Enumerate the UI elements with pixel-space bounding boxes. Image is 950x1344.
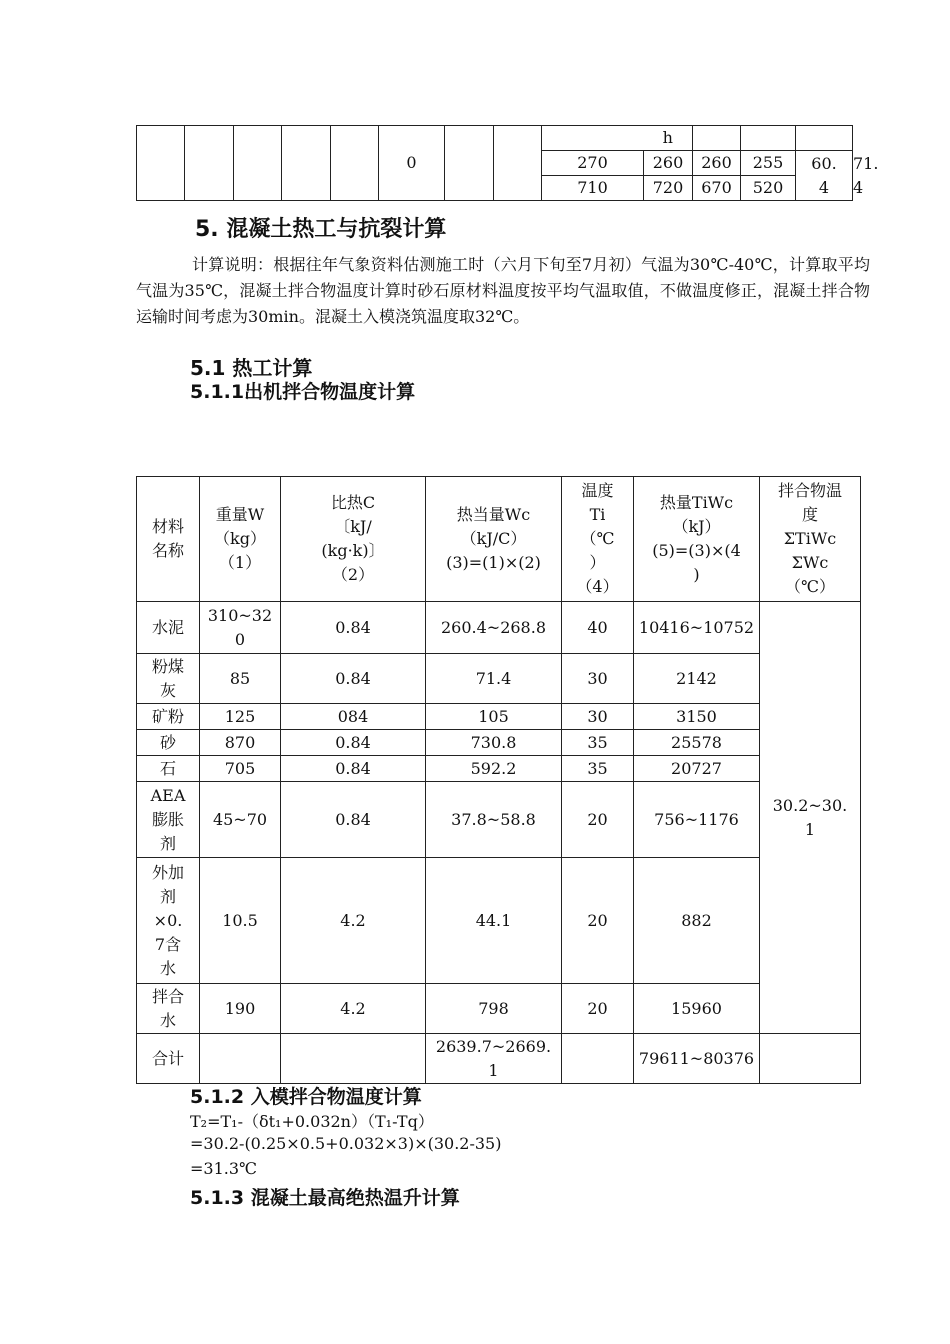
value-cell: 260 — [644, 151, 693, 176]
total-cell — [760, 1034, 861, 1084]
value-cell: 084 — [281, 704, 426, 730]
material-cell: AEA 膨胀 剂 — [137, 782, 200, 858]
value-cell: 10416~10752 — [634, 602, 760, 654]
value-cell: 125 — [200, 704, 281, 730]
total-cell: 79611~80376 — [634, 1034, 760, 1084]
value-cell: 71.4 — [426, 654, 562, 704]
header-cell: 温度 Ti （℃ ） （4） — [562, 477, 634, 602]
value-cell: 20 — [562, 782, 634, 858]
formula-line: =30.2-(0.25×0.5+0.032×3)×(30.2-35) — [190, 1134, 502, 1153]
value-cell: 4.2 — [281, 858, 426, 984]
total-label: 合计 — [137, 1034, 200, 1084]
empty-cell — [185, 126, 234, 201]
total-cell — [200, 1034, 281, 1084]
value-cell: 15960 — [634, 984, 760, 1034]
empty-cell — [445, 126, 494, 201]
h-cell: h — [644, 126, 693, 151]
total-cell: 2639.7~2669. 1 — [426, 1034, 562, 1084]
value-cell: 310~32 0 — [200, 602, 281, 654]
value-cell: 882 — [634, 858, 760, 984]
value-cell: 260.4~268.8 — [426, 602, 562, 654]
value-cell: 37.8~58.8 — [426, 782, 562, 858]
value-cell: 520 — [741, 176, 796, 201]
header-cell: 重量W （kg） （1） — [200, 477, 281, 602]
value-cell: 35 — [562, 756, 634, 782]
value-cell: 255 — [741, 151, 796, 176]
header-cell: 热当量Wc （kJ/C） (3)=(1)×(2) — [426, 477, 562, 602]
material-cell: 矿粉 — [137, 704, 200, 730]
section-5-heading: 5. 混凝土热工与抗裂计算 — [195, 217, 447, 242]
mix-temperature-cell: 30.2~30. 1 — [760, 602, 861, 1034]
formula-line: T₂=T₁-（δt₁+0.032n）（T₁-Tq） — [190, 1112, 434, 1131]
material-cell: 石 — [137, 756, 200, 782]
total-cell — [281, 1034, 426, 1084]
table-row — [137, 654, 861, 704]
value-cell: 0.84 — [281, 730, 426, 756]
continued-table: 0 h 270 260 260 255 60. 4 71. 4 710 720 670 520 — [136, 125, 853, 201]
material-cell: 砂 — [137, 730, 200, 756]
section-5-1-2-heading: 5.1.2 入模拌合物温度计算 — [190, 1086, 422, 1108]
header-cell: 热量TiWc （kJ） (5)=(3)×(4 ) — [634, 477, 760, 602]
value-cell: 4.2 — [281, 984, 426, 1034]
zero-cell: 0 — [379, 126, 445, 201]
header-cell: 比热C 〔kJ/ (kg·k)〕 （2） — [281, 477, 426, 602]
empty-cell — [741, 126, 796, 151]
value-cell: 20 — [562, 858, 634, 984]
value-cell: 190 — [200, 984, 281, 1034]
header-cell: 材料 名称 — [137, 477, 200, 602]
value-cell: 3150 — [634, 704, 760, 730]
value-cell: 30 — [562, 654, 634, 704]
value-cell: 260 — [693, 151, 741, 176]
table-row — [137, 602, 861, 654]
empty-cell — [693, 126, 741, 151]
value-cell: 270 — [542, 151, 644, 176]
value-cell: 720 — [644, 176, 693, 201]
formula-line: =31.3℃ — [190, 1159, 257, 1178]
value-cell: 60. 4 — [796, 151, 853, 201]
total-row — [137, 1034, 861, 1084]
value-cell: 10.5 — [200, 858, 281, 984]
mix-temperature-table — [136, 476, 861, 1084]
material-cell: 水泥 — [137, 602, 200, 654]
value-cell: 870 — [200, 730, 281, 756]
value-cell: 592.2 — [426, 756, 562, 782]
section-5-1-3-heading: 5.1.3 混凝土最高绝热温升计算 — [190, 1187, 460, 1209]
value-cell: 25578 — [634, 730, 760, 756]
section-5-1-heading: 5.1 热工计算 — [190, 356, 313, 380]
value-cell: 670 — [693, 176, 741, 201]
header-cell: 拌合物温 度 ΣTiWc ΣWc （℃） — [760, 477, 861, 602]
value-cell: 705 — [200, 756, 281, 782]
material-cell: 粉煤 灰 — [137, 654, 200, 704]
value-cell: 710 — [542, 176, 644, 201]
value-cell: 20 — [562, 984, 634, 1034]
table-row — [137, 782, 861, 858]
material-cell: 拌合 水 — [137, 984, 200, 1034]
value-cell: 45~70 — [200, 782, 281, 858]
value-cell: 35 — [562, 730, 634, 756]
value-cell: 105 — [426, 704, 562, 730]
empty-cell — [494, 126, 542, 201]
total-cell — [562, 1034, 634, 1084]
table-row — [137, 730, 861, 756]
value-cell: 44.1 — [426, 858, 562, 984]
empty-cell — [796, 126, 853, 151]
empty-cell — [542, 126, 644, 151]
empty-cell — [234, 126, 282, 201]
value-cell: 40 — [562, 602, 634, 654]
calc-description-paragraph: 计算说明：根据往年气象资料估测施工时（六月下旬至7月初）气温为30℃-40℃，计算取平均气温为35℃，混凝土拌合物温度计算时砂石原材料温度按平均气温取值，不做温度修正，混凝土拌合物运输时间考虑为30min。混凝土入模浇筑温度取32℃。 — [136, 255, 870, 326]
material-cell: 外加 剂 ×0. 7含 水 — [137, 858, 200, 984]
value-cell: 0.84 — [281, 602, 426, 654]
empty-cell — [331, 126, 379, 201]
empty-cell — [282, 126, 331, 201]
value-cell: 0.84 — [281, 756, 426, 782]
value-cell: 30 — [562, 704, 634, 730]
section-5-1-1-heading: 5.1.1出机拌合物温度计算 — [190, 381, 416, 403]
value-cell: 798 — [426, 984, 562, 1034]
empty-cell — [137, 126, 185, 201]
value-cell: 0.84 — [281, 782, 426, 858]
table-row — [137, 704, 861, 730]
value-cell: 756~1176 — [634, 782, 760, 858]
value-cell: 0.84 — [281, 654, 426, 704]
table-row — [137, 984, 861, 1034]
value-cell: 85 — [200, 654, 281, 704]
value-cell: 20727 — [634, 756, 760, 782]
value-cell: 2142 — [634, 654, 760, 704]
value-cell: 730.8 — [426, 730, 562, 756]
table-row — [137, 858, 861, 984]
table-row — [137, 756, 861, 782]
